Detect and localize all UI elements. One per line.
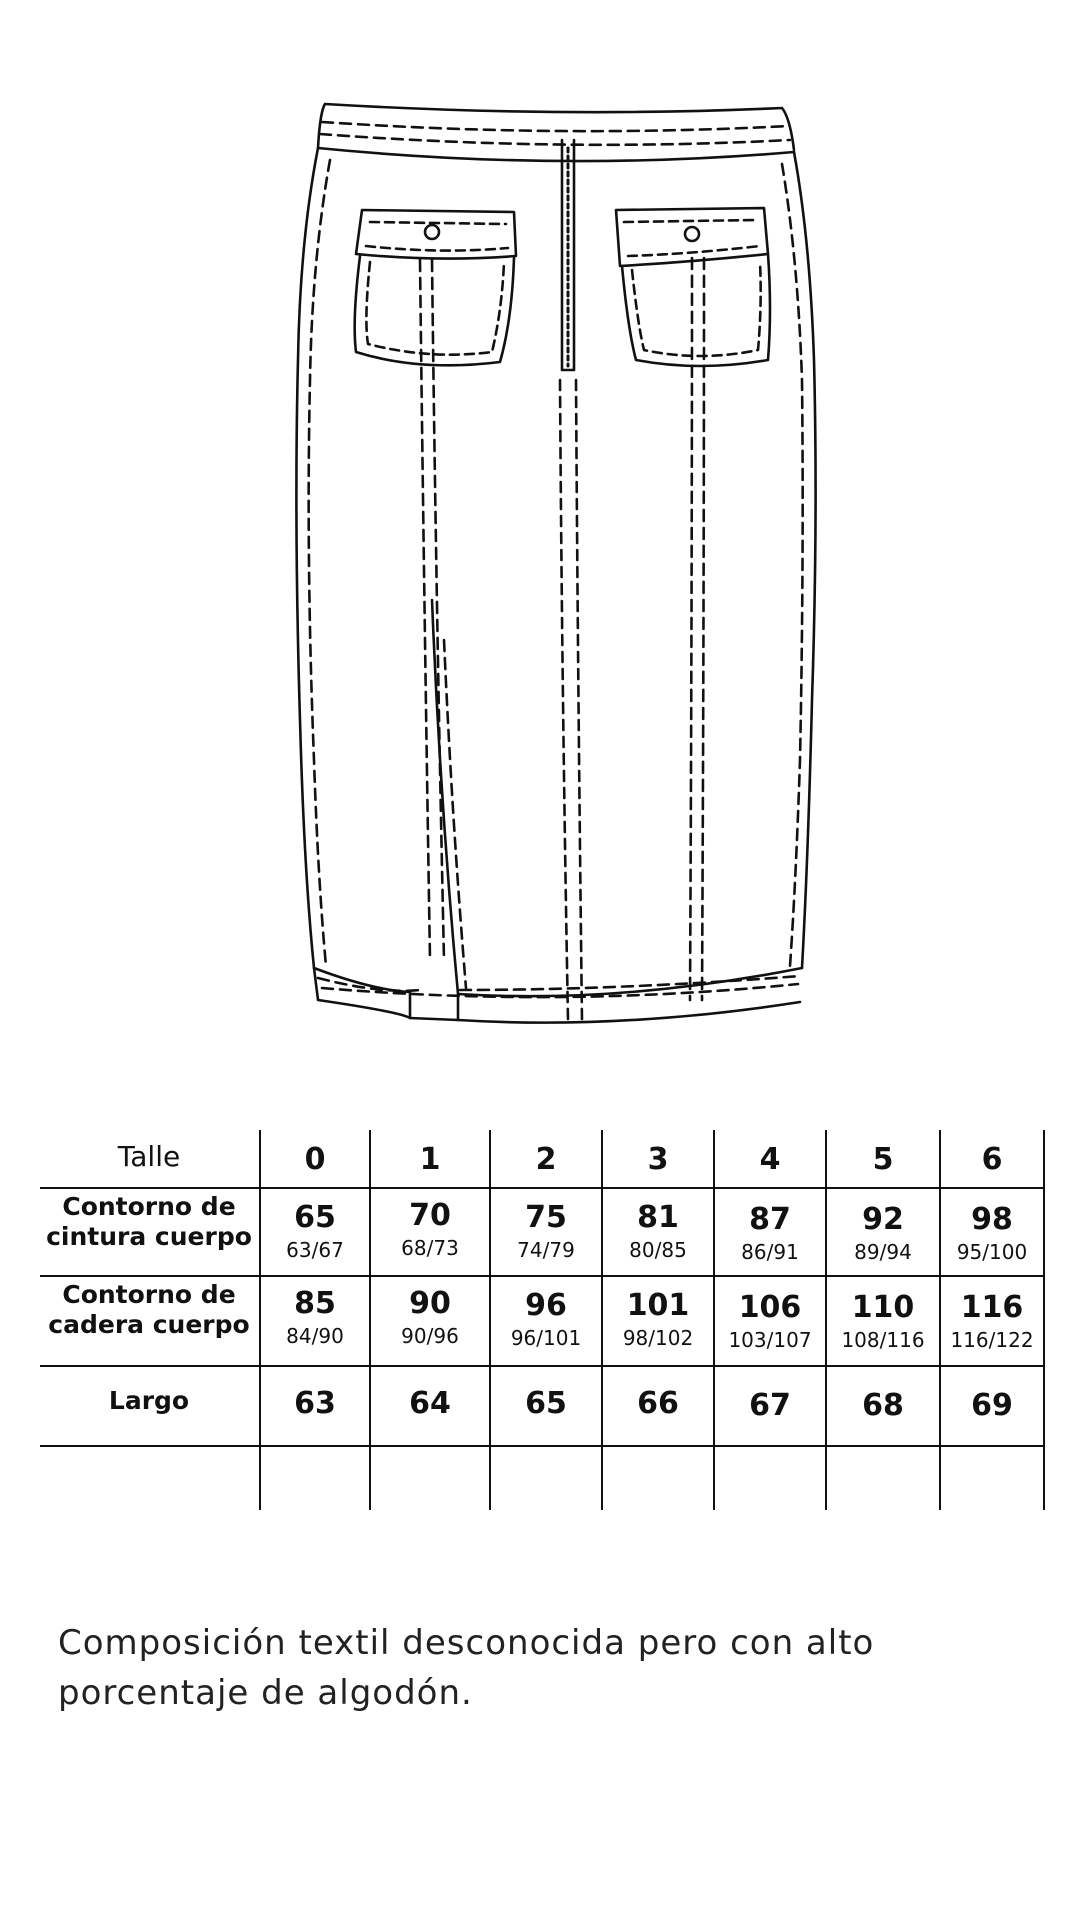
size-2: 2 [535, 1142, 557, 1177]
hip-cell-5: 110 108/116 [841, 1290, 925, 1352]
left-pocket-button [425, 225, 439, 239]
waistband-outline [318, 104, 794, 161]
waist-cell-0: 65 63/67 [286, 1200, 344, 1262]
size-0: 0 [304, 1142, 326, 1177]
size-table [0, 1100, 1080, 1520]
composition-text: Composición textil desconocida pero con alto porcentaje de algodón. [58, 1623, 875, 1713]
left-pocket-flap [356, 210, 516, 259]
left-pocket [355, 256, 514, 365]
size-1: 1 [419, 1142, 441, 1177]
length-cell-3: 66 [637, 1386, 679, 1421]
size-4: 4 [759, 1142, 781, 1177]
waist-cell-5: 92 89/94 [854, 1202, 912, 1264]
length-cell-4: 67 [749, 1388, 791, 1423]
hip-cell-1: 90 90/96 [401, 1286, 459, 1348]
length-cell-5: 68 [862, 1388, 904, 1423]
right-pocket-button [685, 227, 699, 241]
length-cell-6: 69 [971, 1388, 1013, 1423]
hip-cell-4: 106 103/107 [728, 1290, 812, 1352]
waist-cell-1: 70 68/73 [401, 1198, 459, 1260]
waist-cell-3: 81 80/85 [629, 1200, 687, 1262]
skirt-right-side [794, 152, 816, 968]
waist-cell-6: 98 95/100 [956, 1202, 1028, 1264]
waist-cell-4: 87 86/91 [741, 1202, 799, 1264]
hip-cell-2: 96 96/101 [510, 1288, 582, 1350]
length-row-label: Largo [108, 1386, 190, 1415]
size-3: 3 [647, 1142, 669, 1177]
size-6: 6 [981, 1142, 1003, 1177]
hip-cell-0: 85 84/90 [286, 1286, 344, 1348]
length-cell-1: 64 [409, 1386, 451, 1421]
length-cell-0: 63 [294, 1386, 336, 1421]
hip-cell-3: 101 98/102 [622, 1288, 694, 1350]
waist-cell-2: 75 74/79 [517, 1200, 575, 1262]
size-5: 5 [872, 1142, 894, 1177]
length-cell-2: 65 [525, 1386, 567, 1421]
hip-row-label: Contorno de cadera cuerpo [48, 1280, 250, 1339]
waist-row-label: Contorno de cintura cuerpo [46, 1192, 252, 1251]
hip-cell-6: 116 116/122 [950, 1290, 1034, 1352]
size-header-label: Talle [117, 1140, 181, 1173]
waistband-stitch [320, 122, 790, 145]
